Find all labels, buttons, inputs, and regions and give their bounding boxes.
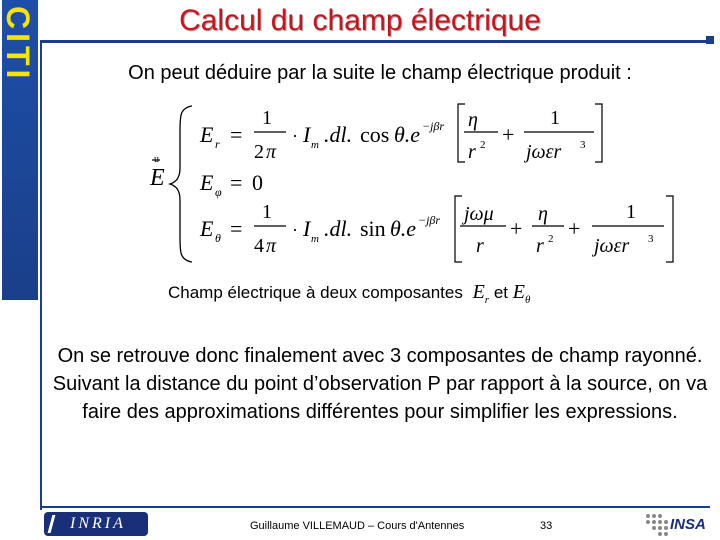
- svg-text:I: I: [303, 216, 311, 241]
- svg-text:r: r: [468, 141, 476, 163]
- sidebar-rule: [40, 40, 42, 510]
- svg-text:E: E: [200, 170, 214, 195]
- field-components-caption: [168, 281, 628, 306]
- svg-text:π: π: [266, 141, 277, 163]
- conclusion-line-2: Suivant la distance du point d’observation P par rapport à la source, on va faire des approximations différentes pour simplifier les expressions.: [52, 373, 708, 423]
- svg-text:I: I: [303, 122, 311, 147]
- svg-text:1: 1: [262, 201, 272, 223]
- insa-dots-icon: [644, 512, 672, 536]
- page-number: 33: [540, 520, 553, 532]
- svg-text:2: 2: [254, 141, 264, 163]
- svg-text:·: ·: [292, 126, 298, 146]
- svg-text:η: η: [538, 203, 548, 225]
- inria-logo: INRIA: [44, 512, 148, 536]
- svg-text:0: 0: [252, 170, 263, 195]
- etheta-symbol: $E_\theta$: [512, 281, 531, 306]
- svg-text:3: 3: [648, 233, 654, 245]
- header-rule: [40, 40, 708, 43]
- svg-text:r: r: [215, 137, 220, 151]
- svg-text:m: m: [311, 233, 319, 245]
- svg-text:=: =: [230, 170, 243, 195]
- inria-mark-icon: [48, 515, 70, 533]
- svg-text:=: =: [230, 216, 243, 241]
- svg-text:jωμ: jωμ: [464, 203, 494, 225]
- footer-author: Guillaume VILLEMAUD – Cours d'Antennes: [250, 520, 465, 532]
- insa-logo: INSA: [640, 510, 712, 538]
- svg-text:sin: sin: [360, 216, 386, 241]
- caption-and: et: [493, 283, 508, 302]
- svg-text:1: 1: [626, 201, 636, 223]
- svg-text:1: 1: [550, 107, 560, 129]
- citi-logo: CITI: [0, 6, 36, 83]
- svg-text:4: 4: [254, 235, 264, 257]
- er-symbol: $E_r$: [467, 281, 490, 306]
- svg-text:=: =: [230, 122, 243, 147]
- header-rule-end: [706, 36, 714, 44]
- svg-text:θ.e: θ.e: [390, 216, 417, 241]
- svg-text:π: π: [266, 235, 277, 257]
- svg-text:E: E: [200, 122, 214, 147]
- caption-text: Champ électrique à deux composantes: [168, 283, 463, 302]
- slide-title: Calcul du champ électrique: [179, 4, 541, 37]
- svg-text:θ.e: θ.e: [394, 122, 421, 147]
- svg-text:φ: φ: [215, 185, 222, 199]
- svg-text:.dl.: .dl.: [324, 122, 353, 147]
- svg-text:E: E: [150, 165, 165, 191]
- svg-text:r: r: [536, 235, 544, 257]
- svg-text:θ: θ: [215, 231, 221, 245]
- svg-text:cos: cos: [360, 122, 390, 147]
- svg-text:2: 2: [548, 233, 554, 245]
- svg-text:jωεr: jωεr: [594, 235, 630, 257]
- svg-text:1: 1: [262, 107, 272, 129]
- conclusion-text: [48, 342, 712, 426]
- svg-text:jωεr: jωεr: [526, 141, 562, 163]
- svg-text:+: +: [510, 216, 523, 241]
- intro-text: On peut déduire par la suite le champ électrique produit :: [128, 62, 632, 84]
- svg-text:−jβr: −jβr: [418, 213, 441, 227]
- svg-text:·: ·: [292, 220, 298, 240]
- svg-text:.dl.: .dl.: [324, 216, 353, 241]
- svg-text:r: r: [476, 235, 484, 257]
- svg-text:2: 2: [480, 139, 486, 151]
- svg-text:η: η: [468, 109, 478, 131]
- svg-text:E: E: [200, 216, 214, 241]
- svg-text:u: u: [154, 154, 159, 165]
- field-equations: [140, 100, 700, 275]
- svg-text:+: +: [502, 122, 515, 147]
- svg-text:m: m: [311, 139, 319, 151]
- svg-text:+: +: [568, 216, 581, 241]
- svg-text:−jβr: −jβr: [422, 119, 445, 133]
- left-sidebar: [0, 0, 40, 540]
- svg-text:3: 3: [580, 139, 586, 151]
- conclusion-line-1: On se retrouve donc finalement avec 3 composantes de champ rayonné.: [57, 345, 703, 367]
- footer-rule: [40, 506, 710, 508]
